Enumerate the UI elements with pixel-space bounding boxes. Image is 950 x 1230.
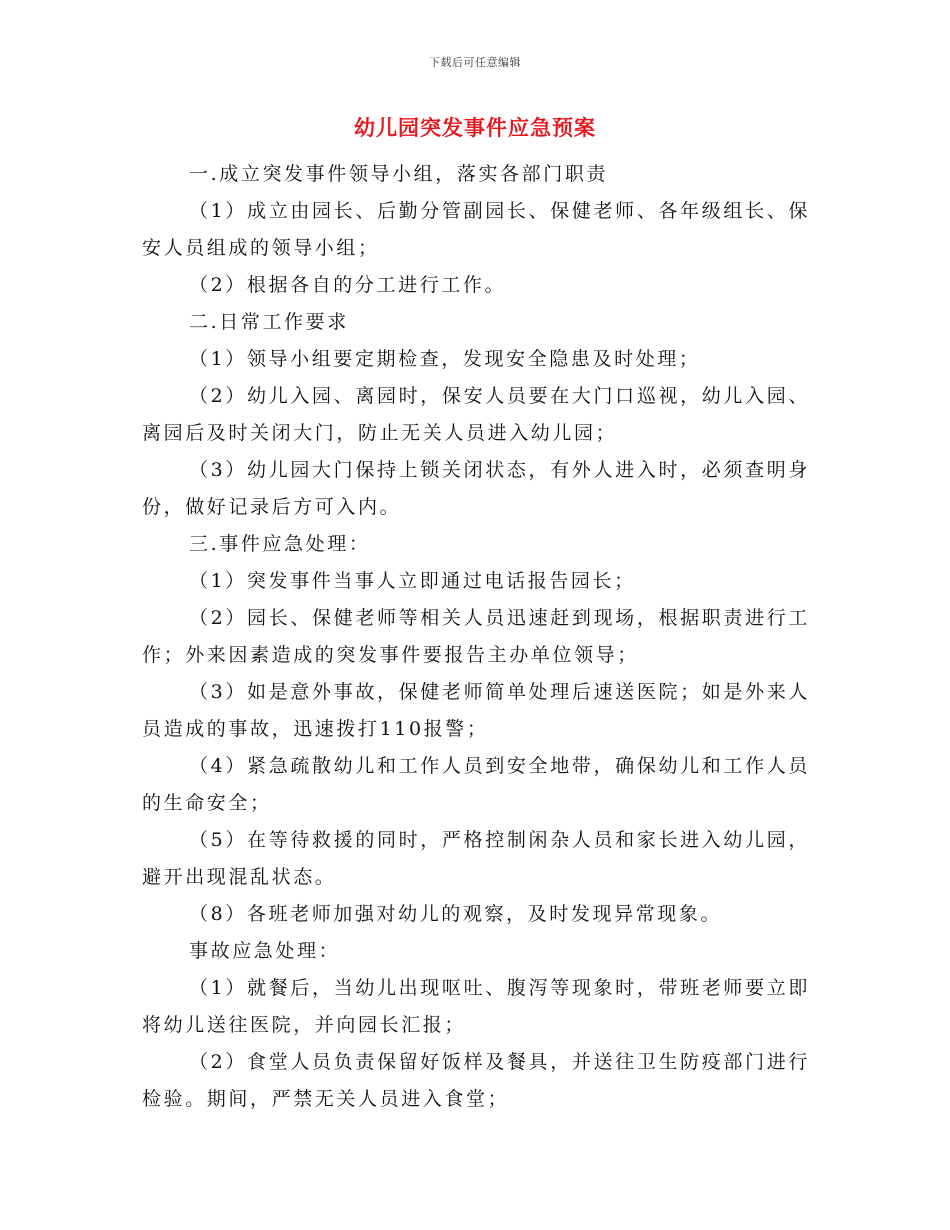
- header-note: 下载后可任意编辑: [429, 56, 521, 69]
- paragraph: （2）根据各自的分工进行工作。: [189, 274, 507, 296]
- paragraph: （5）在等待救援的同时，严格控制闲杂人员和家长进入幼儿园，避开出现混乱状态。: [142, 829, 810, 888]
- document-title: 幼儿园突发事件应急预案: [354, 115, 596, 140]
- paragraph: （2）食堂人员负责保留好饭样及餐具，并送往卫生防疫部门进行检验。期间，严禁无关人员进入食堂；: [142, 1051, 810, 1110]
- paragraph: （1）就餐后，当幼儿出现呕吐、腹泻等现象时，带班老师要立即将幼儿送往医院，并向园长汇报；: [142, 977, 810, 1036]
- paragraph: （1）突发事件当事人立即通过电话报告园长；: [189, 570, 636, 592]
- paragraph: （1）成立由园长、后勤分管副园长、保健老师、各年级组长、保安人员组成的领导小组；: [142, 200, 810, 259]
- section-heading-4: 事故应急处理：: [189, 940, 341, 962]
- paragraph: （3）幼儿园大门保持上锁关闭状态，有外人进入时，必须查明身份，做好记录后方可入内。: [142, 459, 810, 518]
- paragraph: （4）紧急疏散幼儿和工作人员到安全地带，确保幼儿和工作人员的生命安全；: [142, 755, 810, 814]
- paragraph: （2）园长、保健老师等相关人员迅速赶到现场，根据职责进行工作；外来因素造成的突发事件要报告主办单位领导；: [142, 607, 810, 666]
- paragraph: （3）如是意外事故，保健老师简单处理后速送医院；如是外来人员造成的事故，迅速拨打110报警；: [142, 681, 810, 740]
- paragraph: （8）各班老师加强对幼儿的观察，及时发现异常现象。: [189, 903, 723, 925]
- paragraph: （1）领导小组要定期检查，发现安全隐患及时处理；: [189, 348, 701, 370]
- section-heading-3: 三.事件应急处理：: [189, 533, 371, 555]
- paragraph: （2）幼儿入园、离园时，保安人员要在大门口巡视，幼儿入园、离园后及时关闭大门，防止无关人员进入幼儿园；: [142, 385, 810, 444]
- document-body: [142, 156, 810, 1118]
- section-heading-1: 一.成立突发事件领导小组，落实各部门职责: [189, 163, 609, 185]
- section-heading-2: 二.日常工作要求: [189, 311, 349, 333]
